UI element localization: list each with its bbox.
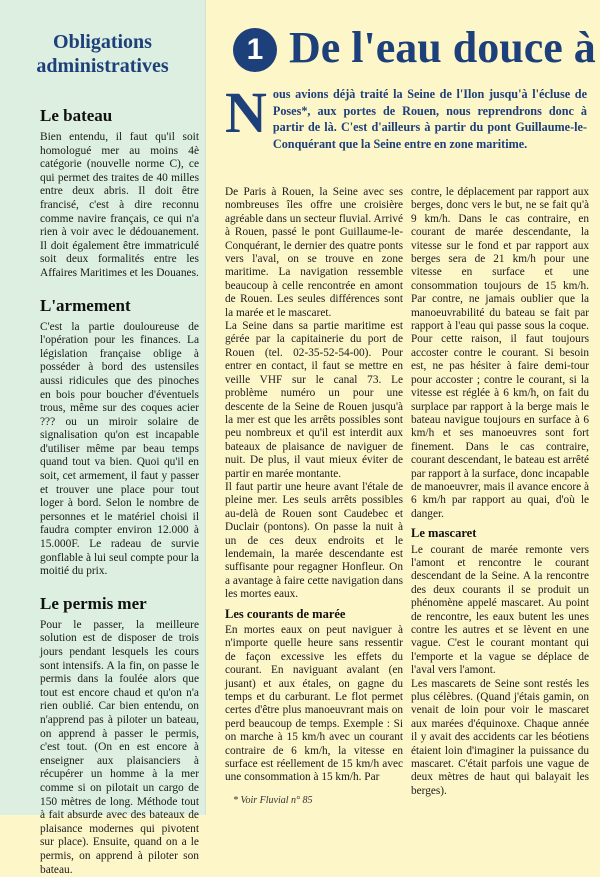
text-permis: Pour le passer, la meilleure solution est de disposer de trois jours pendant lesquels les cours sont intensifs. A la fin, on passe le permis dans la foulée alors que tout est encore chaud et qu'on n'a rien oublié. Car bien entendu, on n'apprend pas à piloter un bateau, on apprend à passer le permis, c'est tout. (On en est encore à enseigner aux plaisanciers à récupérer un homme à la mer comme si on pilotait un cargo de 150 mètres de long. Méthode tout à fait absurde avec des bateaux de plaisance modernes qui pivotent sur place). Ensuite, quand on a le permis, on apprend à piloter son bateau.: [40, 618, 199, 876]
paragraph: Le courant de marée remonte vers l'amont et rencontre le courant descendant de la Seine. A la rencontre des deux courants il se produit un phénomène appelé mascaret. Au point de rencontre, les eaux butent les unes contre les autres et se lèvent en une vague. C'est le courant montant qui l'emporte et la vague se déplace de l'aval vers l'amont.: [411, 543, 589, 677]
sidebar-title-line2: administratives: [36, 55, 169, 77]
paragraph: La Seine dans sa partie maritime est gérée par la capitainerie du port de Rouen (tel. 02-35-52-54-00). Pour entrer en contact, il faut se mettre en veille VHF sur le canal 73. Le problème numéro un pour une descente de la Seine de Rouen jusqu'à la mer est que les arrêts possibles sont peu nombreux et qu'il est interdit aux bateaux de plaisance de naviguer de nuit. De plus, il vaut mieux éviter de partir en marée montante.: [225, 320, 403, 480]
section-number-badge: 1: [233, 28, 277, 72]
subheading: Le mascaret: [411, 526, 477, 541]
text-bateau: Bien entendu, il faut qu'il soit homologué mer au moins 4è catégorie (nouvelle norme C), ce qui permet des traites de 40 milles entre deux abris. Il doit être francisé, c'est à dire reconnu comme navire français, ce qui n'a rien à voir avec le dédouanement. Il doit également être immatriculé soit deux formalités entre les Affaires Maritimes et les Douanes.: [40, 131, 199, 279]
sidebar-title-line1: Obligations: [53, 31, 152, 53]
lead-text: ous avions déjà traité la Seine de l'Ilon jusqu'à l'écluse de Poses*, aux portes de Rouen, nous reprendrons donc à partir de là. C'est d'ailleurs à partir du pont Guillaume-le-Conquérant que la Seine entre en zone maritime.: [272, 87, 587, 151]
heading-bateau: Le bateau: [40, 106, 113, 125]
article-column-2: [411, 186, 589, 798]
headline-row: [233, 14, 600, 72]
paragraph: Les mascarets de Seine sont restés les plus célèbres. (Quand j'étais gamin, on venait de loin pour voir le mascaret aux marées d'équinoxe. Chaque année il y avait des accidents car les béotiens étaient loin d'imaginer la puissance du mascaret. C'était parfois une vague de deux mètres de haut qui balayait les berges).: [411, 677, 589, 797]
paragraph: contre, le déplacement par rapport aux berges, donc vers le but, ne se fait qu'à 9 km/h. Dans le cas contraire, en courant de marée descendante, la vitesse sur le fond et par rapport aux berges sera de 21 km/h pour une vitesse en surface et une consommation toujours de 15 km/h. Par contre, ne jamais oublier que la manoeuvrabilité du bateau se fait par rapport à l'eau qui passe sous la coque. Pour cette raison, il faut toujours accoster contre le courant. Si besoin est, ne pas hésiter à faire demi-tour pour accoster ; contre le courant, si la vitesse est réglée à 6 km/h, on fait du surplace par rapport à la berge mais le bateau navigue toujours en surface à 6 km/h et ses manoeuvres sont fort finement. Dans le cas contraire, courant descendant, le bateau est arrêté par rapport à la surface, donc incapable de manoeuvrer, mais il avance encore à 6 km/h par rapport au quai, d'où le danger.: [411, 186, 590, 520]
text-armement: C'est la partie douloureuse de l'opération pour les finances. La législation française oblige à posséder à bord des ustensiles aussi ridicules que des pinoches en bois pour boucher d'éventuels trous, même sur des coques acier ??? ou un miroir solaire de signalisation qu'on est incapable d'utiliser même par beau temps quand tout va bien. Quoi qu'il en soit, cet armement, il faut y passer et trouver une place pour tout loger à bord. Selon le nombre de personnes et le matériel choisi il faudra compter environ 12.000 à 15.000F. Le radeau de survie gonflable à lui seul compte pour la moitié du prix.: [40, 320, 199, 578]
subheading: Les courants de marée: [225, 606, 346, 621]
article: [205, 0, 600, 815]
article-headline: De l'eau douce à: [289, 23, 596, 72]
article-lead: [225, 80, 587, 152]
sidebar-box: [0, 0, 206, 876]
sidebar-title: [0, 30, 205, 78]
heading-armement: L'armement: [40, 295, 131, 315]
drop-cap: N: [225, 80, 267, 145]
heading-permis: Le permis mer: [40, 593, 147, 613]
paragraph: Il faut partir une heure avant l'étale de pleine mer. Les seuls arrêts possibles au-delà de Rouen sont Caudebec et Duclair (pontons). On passe la nuit à un de ces deux endroits et le lendemain, la marée descendante est suffisante pour regagner Honfleur. On a avantage à faire cette navigation dans les mortes eaux.: [225, 480, 403, 601]
paragraph: En mortes eaux on peut naviguer à n'importe quelle heure sans ressentir de façon excessive les effets du courant. En naviguant avalant (en jusant) et aux étales, on gagne du temps et du carburant. Le flot permet certes d'être plus manoeuvrant mais on perd beaucoup de temps. Exemple : Si on marche à 15 km/h avec un courant contraire de 6 km/h, la vitesse en surface est réellement de 15 km/h avec une consommation à 15 km/h. Par: [225, 624, 403, 784]
paragraph: De Paris à Rouen, la Seine avec ses nombreuses îles offre une croisière agréable dans un secteur fluvial. Arrivé à Rouen, passé le pont Guillaume-le-Conquérant, le dernier des quatre ponts vers l'aval, on se trouve en zone maritime. La navigation ressemble beaucoup à celle rencontrée en amont de Rouen. Les seules différences sont la marée et le mascaret.: [225, 186, 403, 319]
article-column-1: [225, 186, 403, 785]
footnote: * Voir Fluvial n° 85: [233, 795, 313, 806]
